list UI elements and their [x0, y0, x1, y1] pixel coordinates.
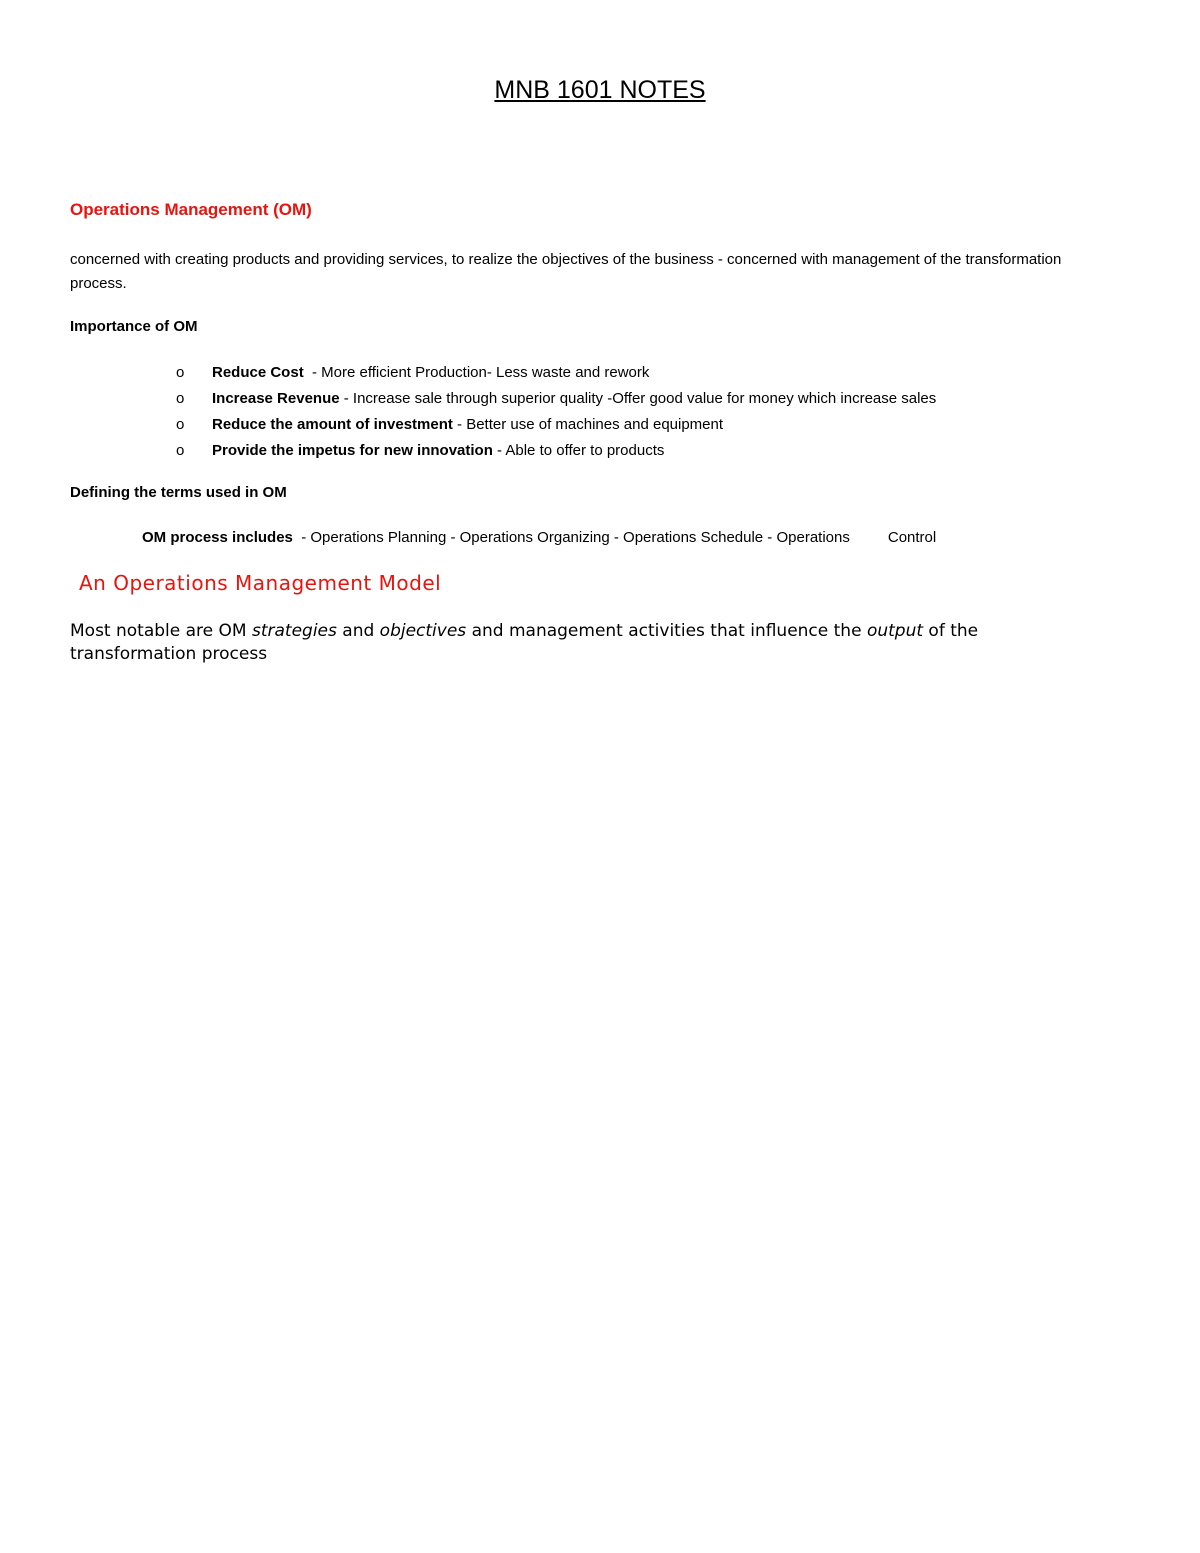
list-item-term: Increase Revenue: [212, 390, 340, 407]
list-item: [176, 361, 936, 387]
importance-list: [176, 361, 936, 465]
list-item-term: Reduce Cost: [212, 364, 304, 381]
model-heading: An Operations Management Model: [79, 571, 442, 595]
model-emphasis-output: output: [866, 621, 924, 641]
model-emphasis-objectives: objectives: [379, 621, 467, 641]
model-emphasis-strategies: strategies: [251, 621, 337, 641]
model-text-part: of the transformation process: [70, 621, 984, 664]
model-paragraph: [70, 620, 1070, 666]
om-process-term: OM process includes: [142, 529, 293, 546]
list-item-term: Reduce the amount of investment: [212, 416, 453, 433]
model-text-part: and management activities that influence the: [466, 621, 867, 641]
om-process-line: [142, 529, 936, 546]
section-heading-om: Operations Management (OM): [70, 200, 312, 219]
bullet-marker: o: [176, 416, 185, 433]
model-text-part: Most notable are OM: [70, 621, 252, 641]
om-process-tail: Control: [887, 529, 937, 546]
list-item-desc: - Able to offer to products: [492, 442, 665, 459]
defining-terms-label: Defining the terms used in OM: [70, 484, 287, 501]
list-item: [176, 413, 936, 439]
bullet-marker: o: [176, 442, 185, 459]
list-item: [176, 439, 936, 465]
bullet-marker: o: [176, 364, 185, 381]
list-item-desc: - Increase sale through superior quality -Offer good value for money which increase sales: [339, 390, 937, 407]
importance-label: Importance of OM: [70, 318, 198, 335]
document-title: MNB 1601 NOTES: [494, 76, 706, 104]
om-definition-paragraph: concerned with creating products and providing services, to realize the objectives of the business - concerned with management of the transformation process.: [70, 251, 1062, 292]
list-item-term: Provide the impetus for new innovation: [212, 442, 493, 459]
list-item-desc: - Better use of machines and equipment: [452, 416, 724, 433]
list-item-desc: - More efficient Production- Less waste and rework: [303, 364, 650, 381]
model-text-part: and: [336, 621, 380, 641]
list-item: [176, 387, 936, 413]
om-process-desc: - Operations Planning - Operations Organizing - Operations Schedule - Operations: [292, 529, 850, 546]
bullet-marker: o: [176, 390, 185, 407]
